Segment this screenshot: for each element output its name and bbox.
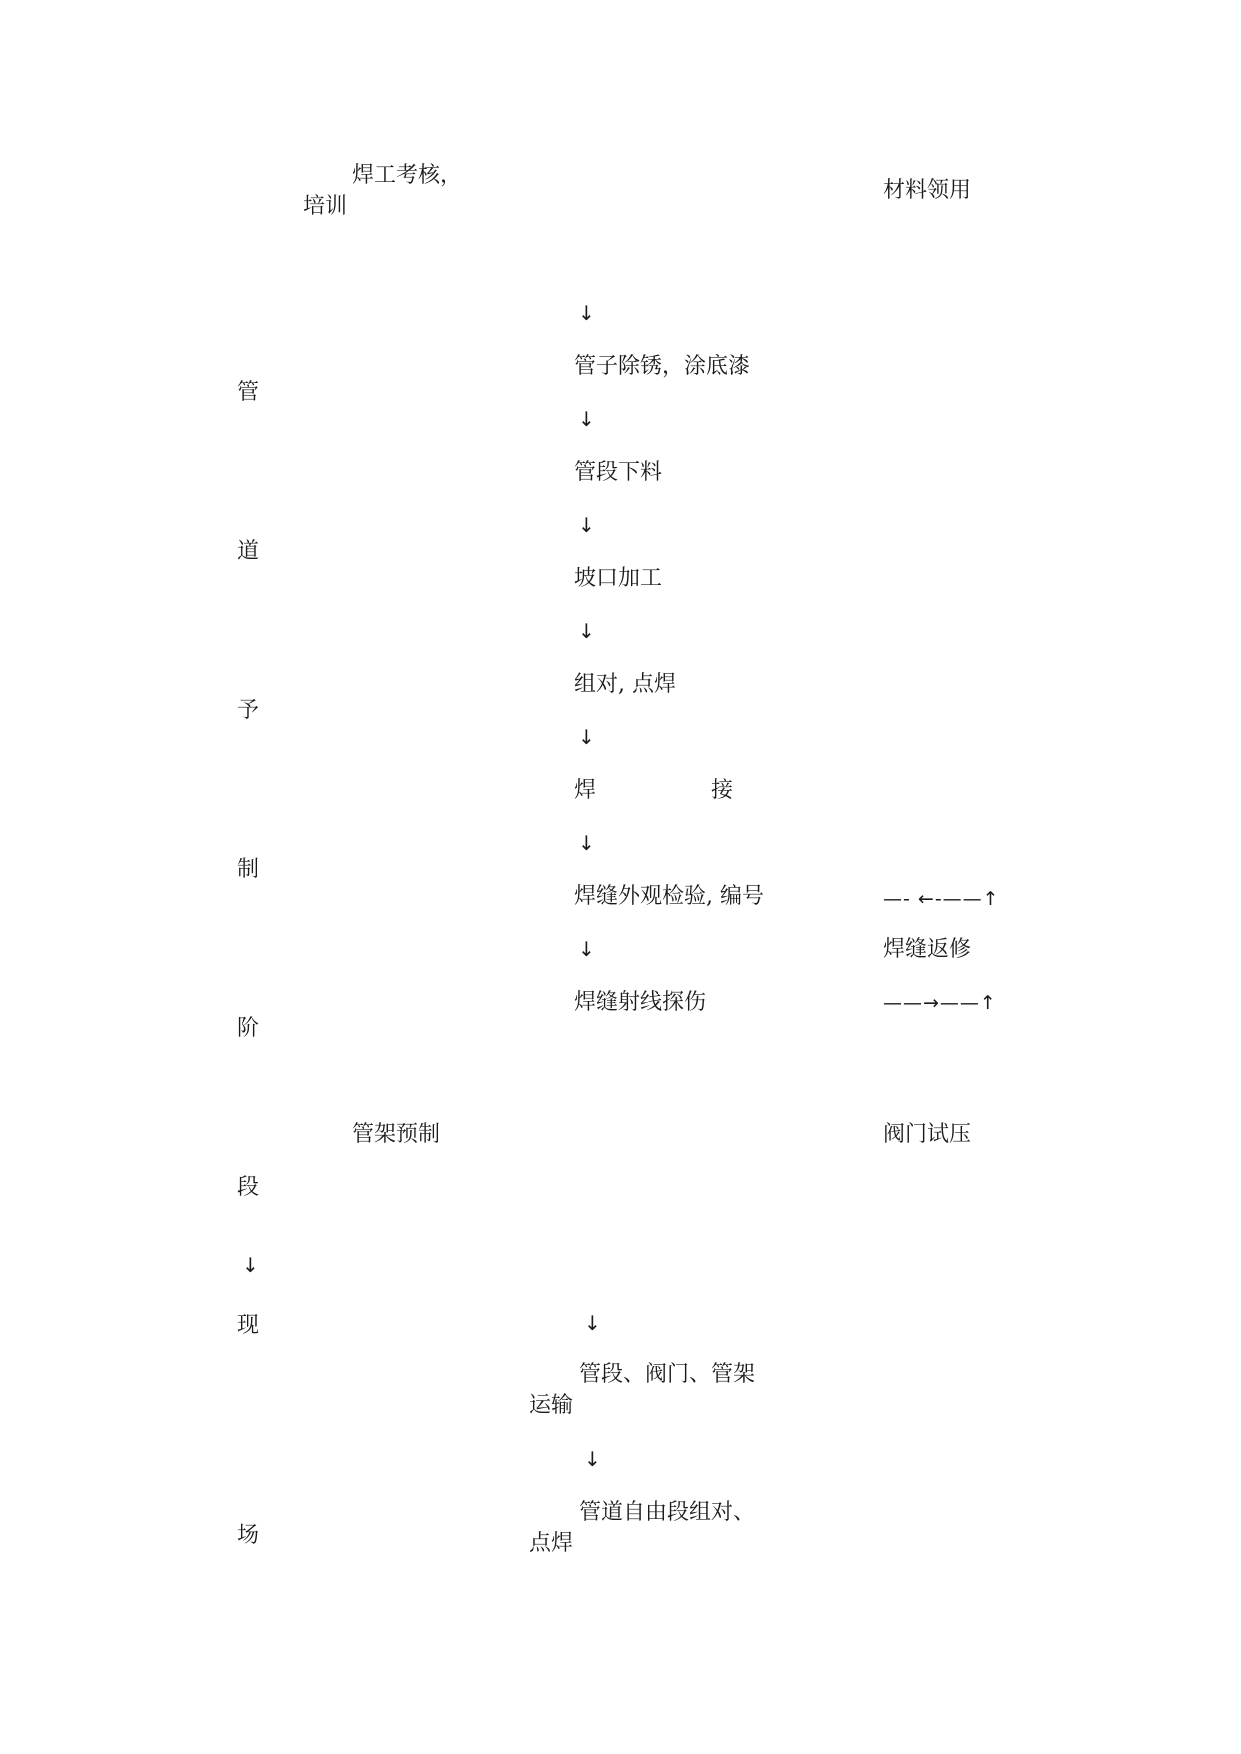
field-arrow-2: ↓: [584, 1447, 601, 1471]
side-char-3: 予: [237, 698, 260, 723]
flow-arrow-5: ↓: [578, 725, 595, 749]
welder-training-line2: 培训: [303, 194, 348, 219]
step-bevel: 坡口加工: [574, 566, 663, 591]
flow-arrow-6: ↓: [578, 831, 595, 855]
flow-arrow-3: ↓: [578, 513, 595, 537]
side-char-7: 现: [237, 1313, 260, 1338]
repair-loop-line-bottom: ——→——↑: [883, 992, 997, 1014]
side-char-6: 段: [237, 1175, 260, 1200]
material-requisition: 材料领用: [883, 178, 972, 203]
side-char-5: 阶: [237, 1016, 260, 1041]
flow-arrow-2: ↓: [578, 407, 595, 431]
flow-arrow-4: ↓: [578, 619, 595, 643]
flow-arrow-1: ↓: [578, 301, 595, 325]
step-cut-pipe: 管段下料: [574, 460, 663, 485]
side-char-1: 管: [237, 380, 260, 405]
step-visual-inspection: 焊缝外观检验, 编号: [574, 884, 764, 909]
step-radiographic-test: 焊缝射线探伤: [574, 990, 707, 1015]
flow-arrow-7: ↓: [578, 937, 595, 961]
side-char-8: 场: [237, 1523, 260, 1548]
transport-line1: 管段、阀门、管架: [579, 1362, 756, 1387]
step-derust-prime: 管子除锈，涂底漆: [574, 354, 751, 379]
step-fitup-tack: 组对, 点焊: [574, 672, 676, 697]
assembly-line2: 点焊: [529, 1531, 574, 1556]
step-weld-char1: 焊: [574, 778, 597, 803]
welder-training-line1: 焊工考核，: [352, 163, 463, 188]
transport-line2: 运输: [529, 1393, 574, 1418]
side-arrow-down: ↓: [242, 1253, 259, 1277]
side-char-4: 制: [237, 857, 260, 882]
step-weld-char2: 接: [711, 778, 734, 803]
repair-loop-line-top: —- ←-——↑: [883, 888, 1000, 910]
weld-repair: 焊缝返修: [883, 937, 972, 962]
field-arrow-1: ↓: [584, 1311, 601, 1335]
side-char-2: 道: [237, 539, 260, 564]
valve-pressure-test: 阀门试压: [883, 1122, 972, 1147]
assembly-line1: 管道自由段组对、: [579, 1500, 756, 1525]
pipe-rack-prefab: 管架预制: [352, 1122, 441, 1147]
